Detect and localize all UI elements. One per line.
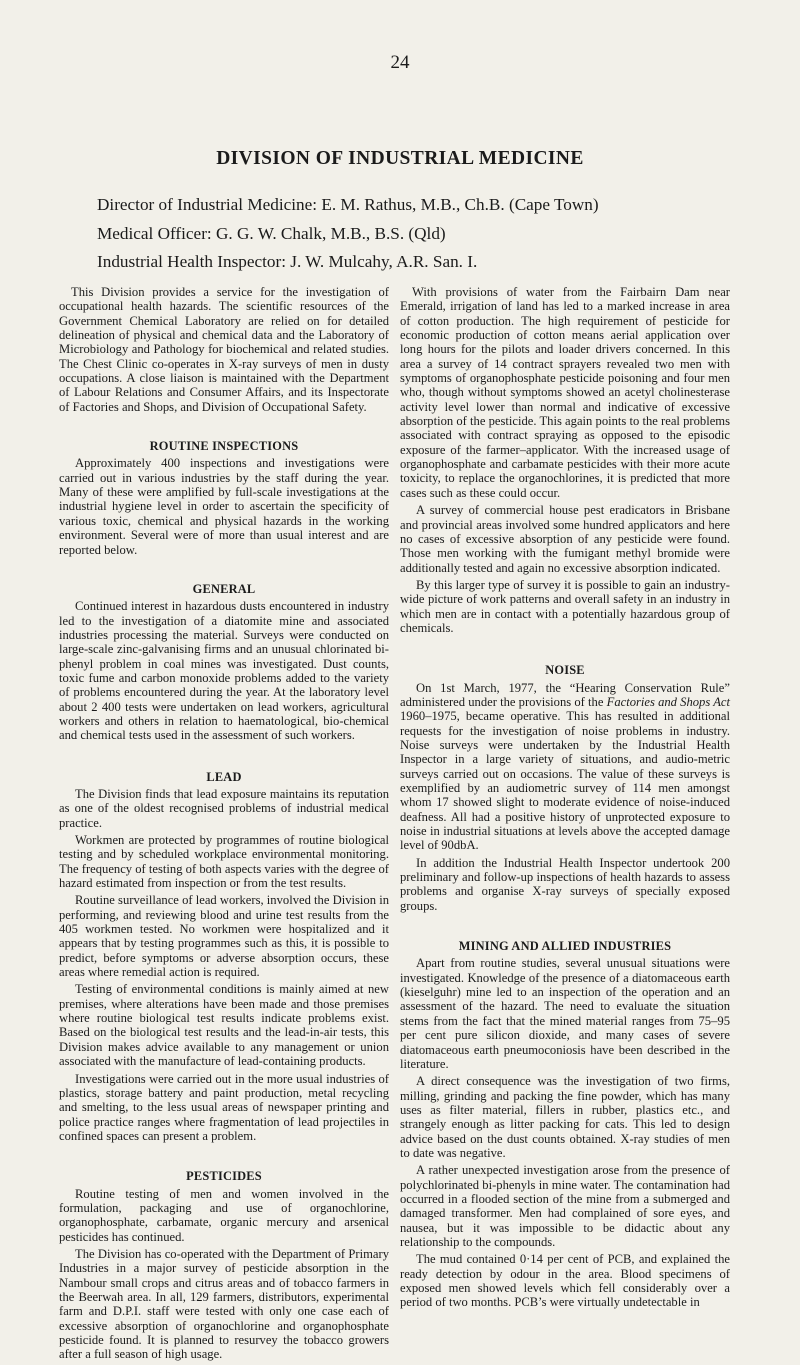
pesticides-paragraph-2: The Division has co-operated with the Department of Primary Industries in a major survey of pesticide absorption in the Nambour small crops and citrus areas and of tobacco farmers in the Beerwah area. In all, 129 farmers, distributors, experimental farm and D.P.I. staff were tested with only one case each of excessive absorption of organochlorine and organophosphate pesticide found. It is planned to resurvey the tobacco growers after a full season of high usage. [59,1246,389,1362]
noise-text-b: 1960–1975, became operative. This has resulted in additional requests for the investigation of noise problems in industry. Noise surveys were undertaken by the Industrial Health Inspector in a large variety of situations, and audio-metric surveys carried out on occasions. The value of these surveys is exemplified by an audiometric survey of 114 men amongst whom 17 showed slight to moderate evidence of noise-induced deafness. All had a positive history of unprotected exposure to noise in industrial situations at levels above the accepted damage level of 90dbA. [400,709,730,853]
mining-paragraph-1: Apart from routine studies, several unusual situations were investigated. Knowledge of the presence of a diatomaceous earth (kieselguhr) mine led to an inspection of the operation and an assessment of the hazard. The need to evaluate the situation stems from the fact that the mined material ranges from 75–95 per cent pure silicon dioxide, and many cases of severe diatomaceous earth pneumoconiosis have been described in the literature. [400,956,730,1071]
general-paragraph: Continued interest in hazardous dusts encountered in industry led to the investigation of a diatomite mine and associated industries processing the material. Surveys were conducted on large-scale zinc-galvanising firms and an unusual chlorinated bi-phenyl problem in coal mines was investigated. Dust counts, toxic fume and carbon monoxide problems added to the variety of problems encountered during the year. At the laboratory level about 2 400 tests were undertaken on lead workers, agricultural workers and others in relation to haematological, bio-chemical and chemical tests used in the assessment of such workers. [59,599,389,743]
right-column [400,285,730,1313]
pesticides-paragraph-5: By this larger type of survey it is possible to gain an industry-wide picture of work patterns and overall safety in an industry in which men are in contact with a potentially hazardous group of chemicals. [400,577,730,635]
mining-paragraph-2: A direct consequence was the investigation of two firms, milling, grinding and packing the fine powder, which has many uses as filter material, fillers in rubber, plastics etc., and strangely enough as litter packing for cats. This led to design advice based on the dust counts obtained. X-ray studies of men to date was negative. [400,1074,730,1160]
routine-paragraph: Approximately 400 inspections and investigations were carried out in various industries by the staff during the year. Many of these were amplified by full-scale investigations at the industrial hygiene level in order to ascertain the specificity of various toxic, chemical and physical hazards in the working environment. Several were of more than usual interest and are reported below. [59,456,389,557]
pesticides-paragraph-4: A survey of commercial house pest eradicators in Brisbane and provincial areas involved some hundred applicators and here no cases of excessive absorption of any pesticide were found. Those men working with the fumigant methyl bromide were additionally tested and again no excessive absorption indicated. [400,503,730,575]
pesticides-paragraph-3: With provisions of water from the Fairbairn Dam near Emerald, irrigation of land has led to a marked increase in area of cotton production. The high requirement of pesticide for economic production of cotton means aerial application over long hours for the pilots and loader drivers concerned. In this area a survey of 14 contract sprayers revealed two men with symptoms of organophosphate pesticide poisoning and four men who, though without symptoms showed an acetyl cholinesterase activity level lower than normal and indicative of excessive absorption of the pesticide. This again points to the real problems associated with contract spraying as opposed to the episodic exposure of the farmer–applicator. With the increased usage of organophosphate and carbamate pesticides with their more acute toxicity, to replace the organochlorines, it is predicted that more cases such as these could occur. [400,285,730,500]
act-title: Factories and Shops Act [606,694,730,709]
pesticides-heading: PESTICIDES [186,1169,262,1184]
left-column [59,285,389,1365]
lead-paragraph-5: Investigations were carried out in the more usual industries of plastics, storage battery and paint production, metal recycling and smelting, to the less usual areas of newspaper printing and police practice ranges where fragmentation of lead projectiles in confined spaces can present a problem. [59,1071,389,1143]
lead-paragraph-1: The Division finds that lead exposure maintains its reputation as one of the oldest recognised problems of industrial medical practice. [59,786,389,830]
mining-heading: MINING AND ALLIED INDUSTRIES [458,939,672,954]
page-title: DIVISION OF INDUSTRIAL MEDICINE [216,148,584,169]
lead-heading: LEAD [206,769,242,784]
general-heading: GENERAL [192,581,256,596]
noise-paragraph-1 [400,681,730,853]
staff-health-inspector: Industrial Health Inspector: J. W. Mulcahy, A.R. San. I. [97,252,478,271]
staff-medical-officer: Medical Officer: G. G. W. Chalk, M.B., B.S. (Qld) [97,223,446,243]
noise-paragraph-2: In addition the Industrial Health Inspector undertook 200 preliminary and follow-up inspections of health hazards to assess problems and organise X-ray surveys of specially exposed groups. [400,855,730,913]
mining-paragraph-4: The mud contained 0·14 per cent of PCB, and explained the ready detection by odour in the area. Blood specimens of exposed men showed levels which fell considerably over a period of two months. PCB’s were virtually undetectable in [400,1252,730,1310]
staff-list [97,191,777,277]
lead-paragraph-3: Routine surveillance of lead workers, involved the Division in performing, and reviewing blood and urine test results from the 405 workmen tested. No workmen were hospitalized and it appears that by testing programmes such as this, it is possible to predict, before symptoms or adverse absorption occurs, these areas where remedial action is required. [59,893,389,980]
noise-heading: NOISE [545,663,585,678]
staff-director: Director of Industrial Medicine: E. M. Rathus, M.B., Ch.B. (Cape Town) [97,195,599,214]
page-number: 24 [390,52,410,73]
intro-paragraph: This Division provides a service for the investigation of occupational health hazards. The scientific resources of the Government Chemical Laboratory are relied on for detailed delineation of physical and chemical data and the Laboratory of Microbiology and Pathology for biochemical and related studies. The Chest Clinic co-operates in X-ray surveys of men in dusty occupations. A close liaison is maintained with the Department of Labour Relations and Consumer Affairs, and its Inspectorate of Factories and Shops, and Division of Occupational Safety. [59,285,389,414]
routine-heading: ROUTINE INSPECTIONS [149,439,299,454]
lead-paragraph-4: Testing of environmental conditions is mainly aimed at new premises, where alterations have been made and those premises where routine biological test results indicate problems exist. Based on the biological test results and the lead-in-air tests, this Division makes advice available to any management or union associated with the manufacture of lead-containing products. [59,982,389,1069]
lead-paragraph-2: Workmen are protected by programmes of routine biological testing and by scheduled workplace environmental monitoring. The frequency of testing of both aspects varies with the degree of hazard estimated from inspection or from the test results. [59,833,389,891]
pesticides-paragraph-1: Routine testing of men and women involved in the formulation, packaging and use of organochlorine, organophosphate, carbamate, organic mercury and arsenical pesticides has continued. [59,1186,389,1244]
mining-paragraph-3: A rather unexpected investigation arose from the presence of polychlorinated bi-phenyls in mine water. The contamination had occurred in a flooded section of the mine from a submerged and damaged transformer. Men had complained of sore eyes, and nausea, but it was impossible to be didactic about any relationship to the compounds. [400,1163,730,1249]
noise-text-a: On 1st March, 1977, the “Hearing Conservation Rule” administered under the provisions of the [400,680,730,709]
